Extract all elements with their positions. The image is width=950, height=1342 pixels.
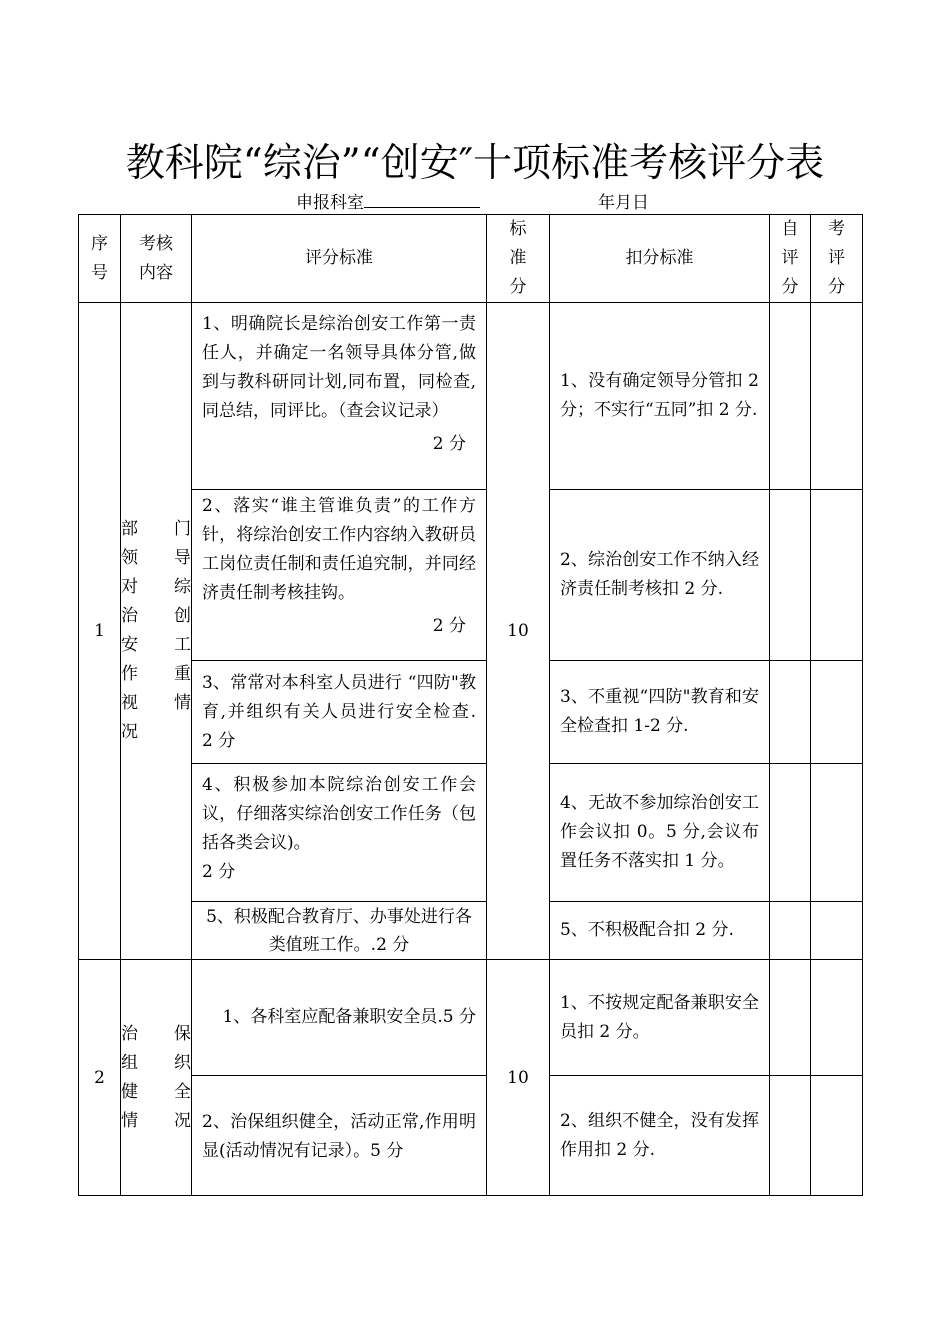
assess-score-cell[interactable] [811,764,863,902]
header-seq: 序号 [79,215,121,303]
deduction-cell: 2、组织不健全，没有发挥作用扣 2 分. [550,1076,770,1196]
self-score-cell[interactable] [770,490,811,661]
deduction-cell: 2、综治创安工作不纳入经济责任制考核扣 2 分. [550,490,770,661]
self-score-cell[interactable] [770,764,811,902]
header-criteria: 评分标准 [192,215,487,303]
section-content: 部 门 领 导 对 综 治 创 安 工 作 重 视 情 况 [121,303,192,960]
criteria-cell: 5、积极配合教育厅、办事处进行各类值班工作。.2 分 [192,902,487,960]
deduction-cell: 5、不积极配合扣 2 分. [550,902,770,960]
header-row [79,215,863,303]
header-assess-score: 考评分 [811,215,863,303]
header-standard-score: 标准分 [487,215,550,303]
self-score-cell[interactable] [770,1076,811,1196]
self-score-cell[interactable] [770,902,811,960]
assess-score-cell[interactable] [811,1076,863,1196]
header-self-score: 自评分 [770,215,811,303]
criteria-cell: 3、常常对本科室人员进行 “四防"教育,并组织有关人员进行安全检查. 2 分 [192,661,487,764]
criteria-cell: 2、落实“谁主管谁负责”的工作方针，将综治创安工作内容纳入教研员工岗位责任制和责任追究制，并同经济责任制考核挂钩。 2 分 [192,490,487,661]
table-row [79,303,863,490]
dept-blank-line [364,193,480,208]
table-row [79,960,863,1076]
criteria-cell: 4、积极参加本院综治创安工作会议，仔细落实综治创安工作任务（包括各类会议)。 2 分 [192,764,487,902]
table-row [79,902,863,960]
table-row [79,490,863,661]
self-score-cell[interactable] [770,661,811,764]
section-seq: 1 [79,303,121,960]
assess-score-cell[interactable] [811,960,863,1076]
header-deduction: 扣分标准 [550,215,770,303]
dept-label: 申报科室 [296,193,364,213]
standard-score: 10 [487,303,550,960]
standard-score: 10 [487,960,550,1196]
self-score-cell[interactable] [770,960,811,1076]
table-row [79,661,863,764]
table-row [79,764,863,902]
deduction-cell: 3、不重视“四防"教育和安全检查扣 1-2 分. [550,661,770,764]
assess-score-cell[interactable] [811,902,863,960]
criteria-cell: 1、明确院长是综治创安工作第一责任人，并确定一名领导具体分管,做到与教科研同计划,同布置，同检查,同总结，同评比。（查会议记录） 2 分 [192,303,487,490]
section-seq: 2 [79,960,121,1196]
header-content: 考核内容 [121,215,192,303]
assess-score-cell[interactable] [811,661,863,764]
score-table [78,214,863,1196]
assess-score-cell[interactable] [811,303,863,490]
deduction-cell: 4、无故不参加综治创安工作会议扣 0。5 分,会议布置任务不落实扣 1 分。 [550,764,770,902]
criteria-cell: 1、各科室应配备兼职安全员.5 分 [192,960,487,1076]
document-title: 教科院“综治”“创安″十项标准考核评分表 [125,141,825,186]
self-score-cell[interactable] [770,303,811,490]
table-row [79,1076,863,1196]
dept-field [296,188,480,213]
deduction-cell: 1、不按规定配备兼职安全员扣 2 分。 [550,960,770,1076]
deduction-cell: 1、没有确定领导分管扣 2 分；不实行“五同”扣 2 分. [550,303,770,490]
assess-score-cell[interactable] [811,490,863,661]
criteria-cell: 2、治保组织健全，活动正常,作用明显(活动情况有记录）。5 分 [192,1076,487,1196]
date-label: 年月日 [598,193,649,213]
section-content: 治 保 组 织 健 全 情 况 [121,960,192,1196]
